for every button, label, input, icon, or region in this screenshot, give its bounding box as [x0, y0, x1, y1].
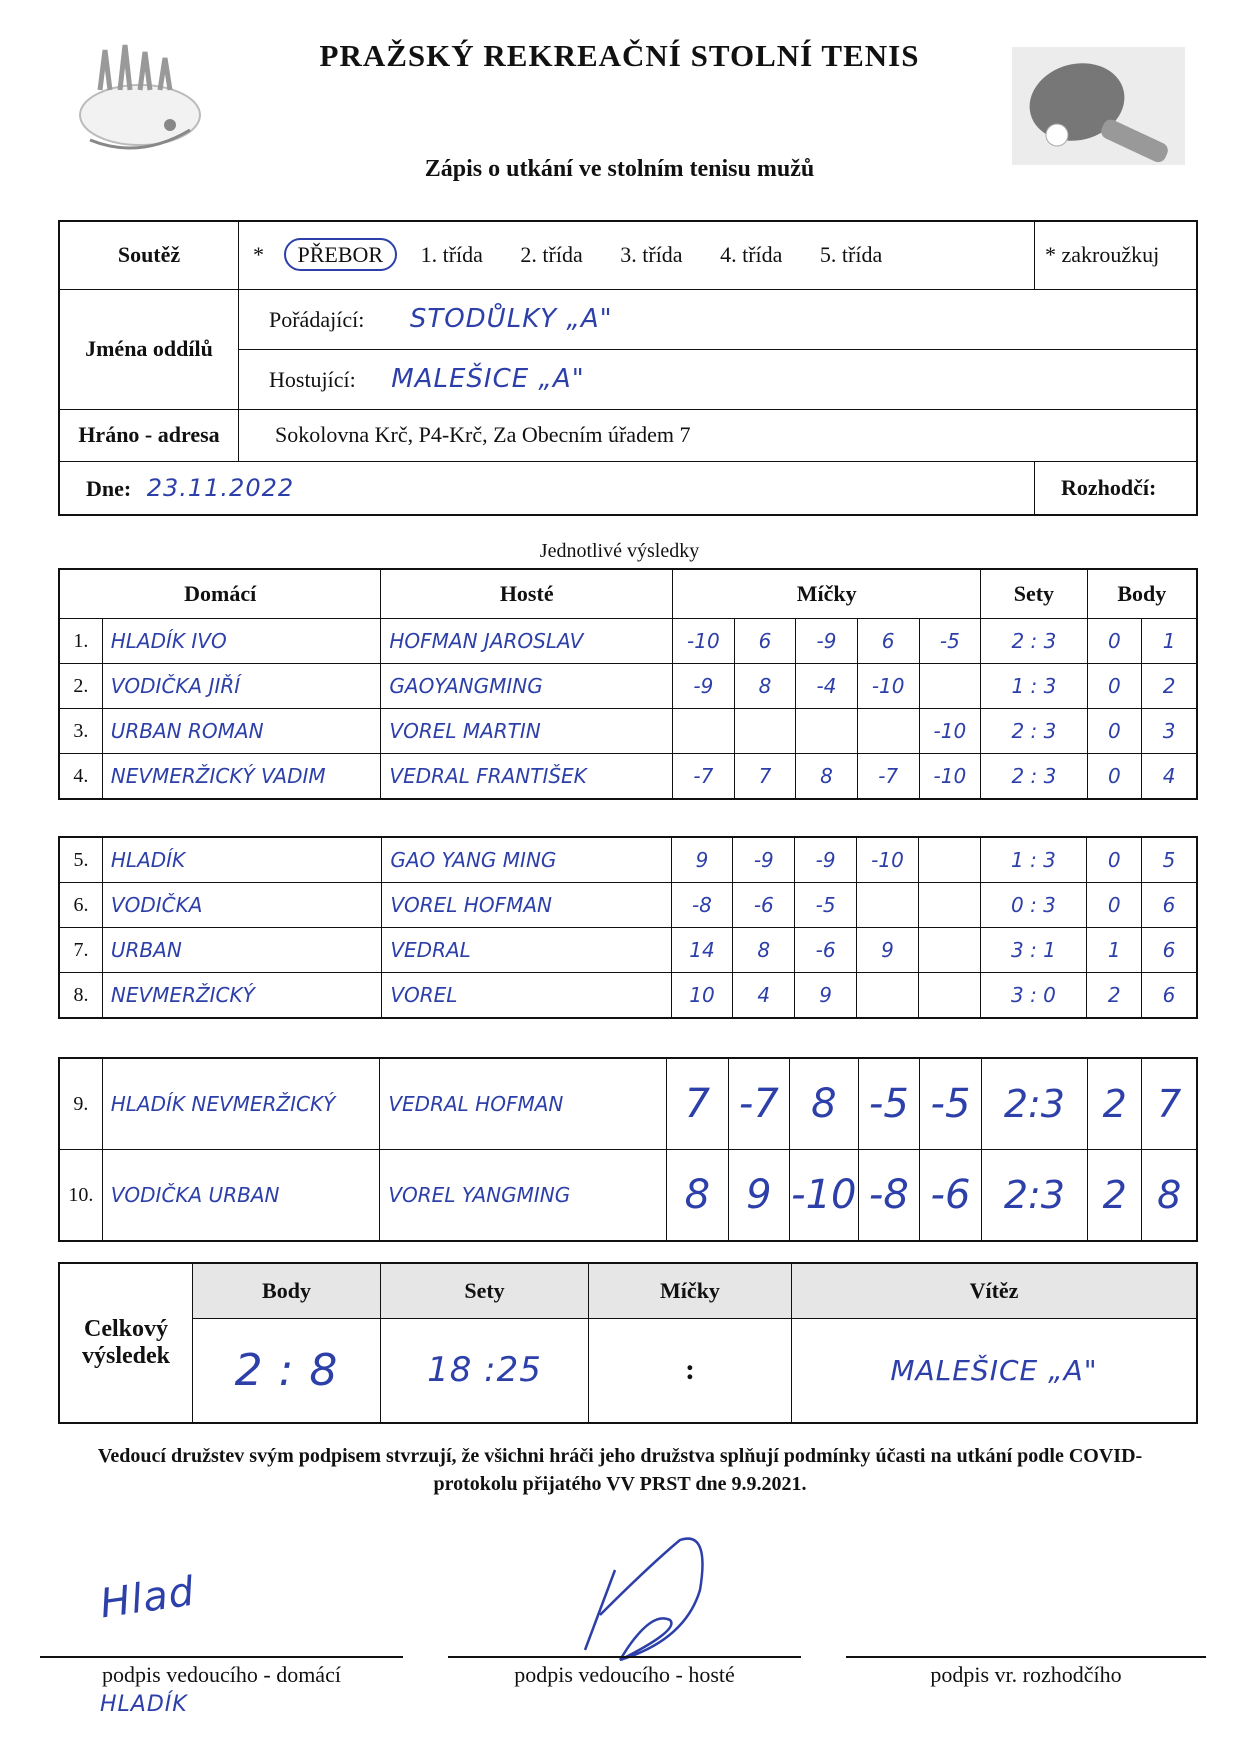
result-row [59, 883, 1197, 928]
ball-score[interactable]: -7 [673, 754, 735, 800]
home-points[interactable]: 0 [1087, 664, 1142, 709]
set-score[interactable]: 3 : 0 [980, 973, 1087, 1019]
ball-score[interactable]: 7 [667, 1058, 728, 1150]
ball-score[interactable]: -6 [733, 883, 795, 928]
results-caption: Jednotlivé výsledky [539, 540, 700, 562]
date-value[interactable]: 23.11.2022 [146, 473, 295, 502]
ball-score[interactable]: -6 [795, 928, 857, 973]
set-score[interactable]: 2:3 [981, 1150, 1087, 1242]
col-home: Domácí [59, 569, 381, 619]
home-points[interactable]: 1 [1087, 928, 1142, 973]
set-score[interactable]: 2:3 [981, 1058, 1087, 1150]
result-row [59, 837, 1197, 883]
ball-score[interactable] [918, 973, 980, 1019]
guest-player[interactable]: VOREL HOFMAN [382, 883, 671, 928]
guest-player[interactable]: HOFMAN JAROSLAV [381, 619, 673, 664]
ball-score[interactable]: 4 [733, 973, 795, 1019]
ball-score[interactable]: 8 [790, 1058, 858, 1150]
referee-label: Rozhodčí: [1061, 474, 1157, 500]
ball-score[interactable] [918, 928, 980, 973]
ball-score[interactable]: 8 [733, 928, 795, 973]
ball-score[interactable] [857, 883, 919, 928]
ball-score[interactable]: -5 [858, 1058, 920, 1150]
ball-score[interactable] [734, 709, 796, 754]
ball-score[interactable]: -10 [857, 664, 919, 709]
totals-table [58, 1262, 1198, 1424]
referee-signature-line [846, 1656, 1206, 1658]
ball-score[interactable]: 14 [671, 928, 733, 973]
ball-score[interactable]: 8 [667, 1150, 728, 1242]
match-number: 4. [59, 754, 102, 800]
totals-label: Celkový výsledek [59, 1263, 193, 1423]
ball-score[interactable]: -9 [796, 619, 858, 664]
match-number: 9. [59, 1058, 102, 1150]
table-tennis-picture [1012, 47, 1185, 165]
ball-score[interactable]: 9 [728, 1150, 790, 1242]
competition-options [239, 221, 1035, 289]
home-signature: Hlad [97, 1568, 198, 1628]
ball-score[interactable]: -10 [857, 837, 919, 883]
competition-label: Soutěž [59, 221, 239, 289]
guest-player[interactable]: VOREL YANGMING [380, 1150, 667, 1242]
guest-player[interactable]: VOREL MARTIN [381, 709, 673, 754]
ball-score[interactable]: 9 [857, 928, 919, 973]
ball-score[interactable]: -5 [795, 883, 857, 928]
guest-points[interactable]: 6 [1142, 883, 1197, 928]
home-player[interactable]: HLADÍK NEVMERŽICKÝ [102, 1058, 380, 1150]
result-row [59, 973, 1197, 1019]
home-player[interactable]: VODIČKA URBAN [102, 1150, 380, 1242]
ball-score[interactable]: 8 [734, 664, 796, 709]
ball-score[interactable] [918, 837, 980, 883]
guest-points[interactable]: 3 [1142, 709, 1197, 754]
ball-score[interactable] [857, 973, 919, 1019]
result-row [59, 664, 1197, 709]
home-points[interactable]: 2 [1087, 1150, 1141, 1242]
result-row [59, 709, 1197, 754]
home-points[interactable]: 2 [1087, 973, 1142, 1019]
covid-statement: Vedoucí družstev svým podpisem stvrzují, že všichni hráči jeho družstva splňují podmínky účasti na utkání podle COVID-protokolu přijatého VV PRST dne 9.9.2021. [97, 1445, 1143, 1495]
guest-points[interactable]: 6 [1142, 973, 1197, 1019]
match-number: 8. [59, 973, 102, 1019]
results-table-group-1 [58, 568, 1198, 800]
home-player[interactable]: NEVMERŽICKÝ [102, 973, 381, 1019]
totals-points-value[interactable]: 2 : 8 [193, 1319, 381, 1423]
asterisk: * [253, 242, 264, 268]
competition-option-2[interactable]: 2. třída [520, 242, 583, 268]
guest-player[interactable]: VEDRAL FRANTIŠEK [381, 754, 673, 800]
ball-score[interactable]: 9 [671, 837, 733, 883]
col-points: Body [1087, 569, 1197, 619]
ball-score[interactable]: -10 [790, 1150, 858, 1242]
home-points[interactable]: 0 [1087, 709, 1142, 754]
organizer-label: Pořádající: [269, 307, 365, 332]
results-table-group-3 [58, 1057, 1198, 1242]
home-leader-name: HLADÍK [100, 1692, 188, 1717]
guest-signature-line [448, 1656, 801, 1658]
totals-sets-header: Sety [381, 1263, 589, 1319]
ball-score[interactable]: -10 [673, 619, 735, 664]
match-number: 1. [59, 619, 102, 664]
ball-score[interactable]: 6 [857, 619, 919, 664]
result-row [59, 1150, 1197, 1242]
totals-sets-value[interactable]: 18 :25 [381, 1319, 589, 1423]
paddle-icon [1012, 47, 1185, 165]
guest-player[interactable]: GAOYANGMING [381, 664, 673, 709]
host-label: Hostující: [269, 367, 356, 392]
ball-score[interactable] [857, 709, 919, 754]
ball-score[interactable]: 9 [795, 973, 857, 1019]
totals-balls-header: Míčky [589, 1263, 792, 1319]
set-score[interactable]: 3 : 1 [980, 928, 1087, 973]
ball-score[interactable]: -9 [673, 664, 735, 709]
result-row [59, 928, 1197, 973]
guest-points[interactable]: 1 [1142, 619, 1197, 664]
totals-winner-header: Vítěz [792, 1263, 1198, 1319]
referee-signature-label: podpis vr. rozhodčího [930, 1662, 1122, 1687]
ball-score[interactable]: 6 [734, 619, 796, 664]
competition-option-3[interactable]: 3. třída [620, 242, 683, 268]
ball-score[interactable]: -9 [733, 837, 795, 883]
ball-score[interactable] [918, 883, 980, 928]
competition-option-1[interactable]: 1. třída [420, 242, 483, 268]
set-score[interactable]: 1 : 3 [981, 664, 1087, 709]
result-row [59, 754, 1197, 800]
guest-player[interactable]: VEDRAL HOFMAN [380, 1058, 667, 1150]
col-sets: Sety [981, 569, 1087, 619]
home-points[interactable]: 0 [1087, 883, 1142, 928]
ball-score[interactable] [673, 709, 735, 754]
set-score[interactable]: 0 : 3 [980, 883, 1087, 928]
competition-option-4[interactable]: 4. třída [720, 242, 783, 268]
competition-option-5[interactable]: 5. třída [819, 242, 883, 268]
guest-signature-label: podpis vedoucího - hosté [514, 1662, 735, 1687]
home-signature-label: podpis vedoucího - domácí [102, 1662, 341, 1687]
col-guests: Hosté [381, 569, 673, 619]
set-score[interactable]: 1 : 3 [980, 837, 1087, 883]
venue-value: Sokolovna Krč, P4-Krč, Za Obecním úřadem 7 [239, 409, 1198, 461]
guest-points[interactable]: 5 [1142, 837, 1197, 883]
guest-player[interactable]: GAO YANG MING [382, 837, 671, 883]
totals-points-header: Body [193, 1263, 381, 1319]
match-number: 5. [59, 837, 102, 883]
circle-note: * zakroužkuj [1035, 221, 1198, 289]
ball-score[interactable]: -5 [920, 1058, 982, 1150]
competition-option-prebor[interactable]: PŘEBOR [284, 238, 398, 271]
ball-score[interactable]: -9 [795, 837, 857, 883]
organizer-value[interactable]: STODŮLKY „A" [409, 304, 613, 334]
home-player[interactable]: NEVMERŽICKÝ VADIM [102, 754, 381, 800]
match-number: 10. [59, 1150, 102, 1242]
results-table-group-2 [58, 836, 1198, 1019]
ball-score[interactable] [796, 709, 858, 754]
guest-points[interactable]: 6 [1142, 928, 1197, 973]
home-points[interactable]: 0 [1087, 619, 1142, 664]
home-points[interactable]: 0 [1087, 754, 1142, 800]
page-title: PRAŽSKÝ REKREAČNÍ STOLNÍ TENIS [319, 38, 920, 73]
ball-score[interactable]: -10 [919, 754, 981, 800]
guest-player[interactable]: VOREL [382, 973, 671, 1019]
ball-score[interactable] [919, 664, 981, 709]
guest-points[interactable]: 2 [1142, 664, 1197, 709]
page-subtitle: Zápis o utkání ve stolním tenisu mužů [424, 156, 815, 182]
ball-score[interactable]: -4 [796, 664, 858, 709]
ball-score[interactable]: 7 [734, 754, 796, 800]
result-row [59, 619, 1197, 664]
guest-points[interactable]: 4 [1142, 754, 1197, 800]
clubs-label: Jména oddílů [59, 289, 239, 409]
date-label: Dne: [86, 475, 132, 501]
totals-winner-value[interactable]: MALEŠICE „A" [792, 1319, 1198, 1423]
match-info-table [58, 220, 1198, 516]
guest-signature-icon [560, 1510, 760, 1680]
set-score[interactable]: 2 : 3 [981, 619, 1087, 664]
home-points[interactable]: 2 [1087, 1058, 1141, 1150]
ball-score[interactable]: -10 [919, 709, 981, 754]
guest-player[interactable]: VEDRAL [382, 928, 671, 973]
home-player[interactable]: HLADÍK IVO [102, 619, 381, 664]
home-player[interactable]: VODIČKA [102, 883, 381, 928]
match-number: 7. [59, 928, 102, 973]
ball-score[interactable]: -6 [920, 1150, 982, 1242]
home-player[interactable]: URBAN [102, 928, 381, 973]
home-player[interactable]: URBAN ROMAN [102, 709, 381, 754]
home-points[interactable]: 0 [1087, 837, 1142, 883]
home-player[interactable]: VODIČKA JIŘÍ [102, 664, 381, 709]
ball-score[interactable]: 10 [671, 973, 733, 1019]
totals-balls-value[interactable]: : [589, 1319, 792, 1423]
guest-points[interactable]: 8 [1142, 1150, 1197, 1242]
ball-score[interactable]: -8 [671, 883, 733, 928]
col-balls: Míčky [673, 569, 981, 619]
home-signature-line [40, 1656, 403, 1658]
ball-score[interactable]: -7 [857, 754, 919, 800]
guest-points[interactable]: 7 [1142, 1058, 1197, 1150]
set-score[interactable]: 2 : 3 [981, 709, 1087, 754]
home-player[interactable]: HLADÍK [102, 837, 381, 883]
host-value[interactable]: MALEŠICE „A" [391, 364, 585, 394]
match-number: 6. [59, 883, 102, 928]
ball-score[interactable]: -7 [728, 1058, 790, 1150]
match-number: 2. [59, 664, 102, 709]
result-row [59, 1058, 1197, 1150]
ball-score[interactable]: -8 [858, 1150, 920, 1242]
venue-label: Hráno - adresa [59, 409, 239, 461]
set-score[interactable]: 2 : 3 [981, 754, 1087, 800]
ball-score[interactable]: -5 [919, 619, 981, 664]
match-number: 3. [59, 709, 102, 754]
ball-score[interactable]: 8 [796, 754, 858, 800]
